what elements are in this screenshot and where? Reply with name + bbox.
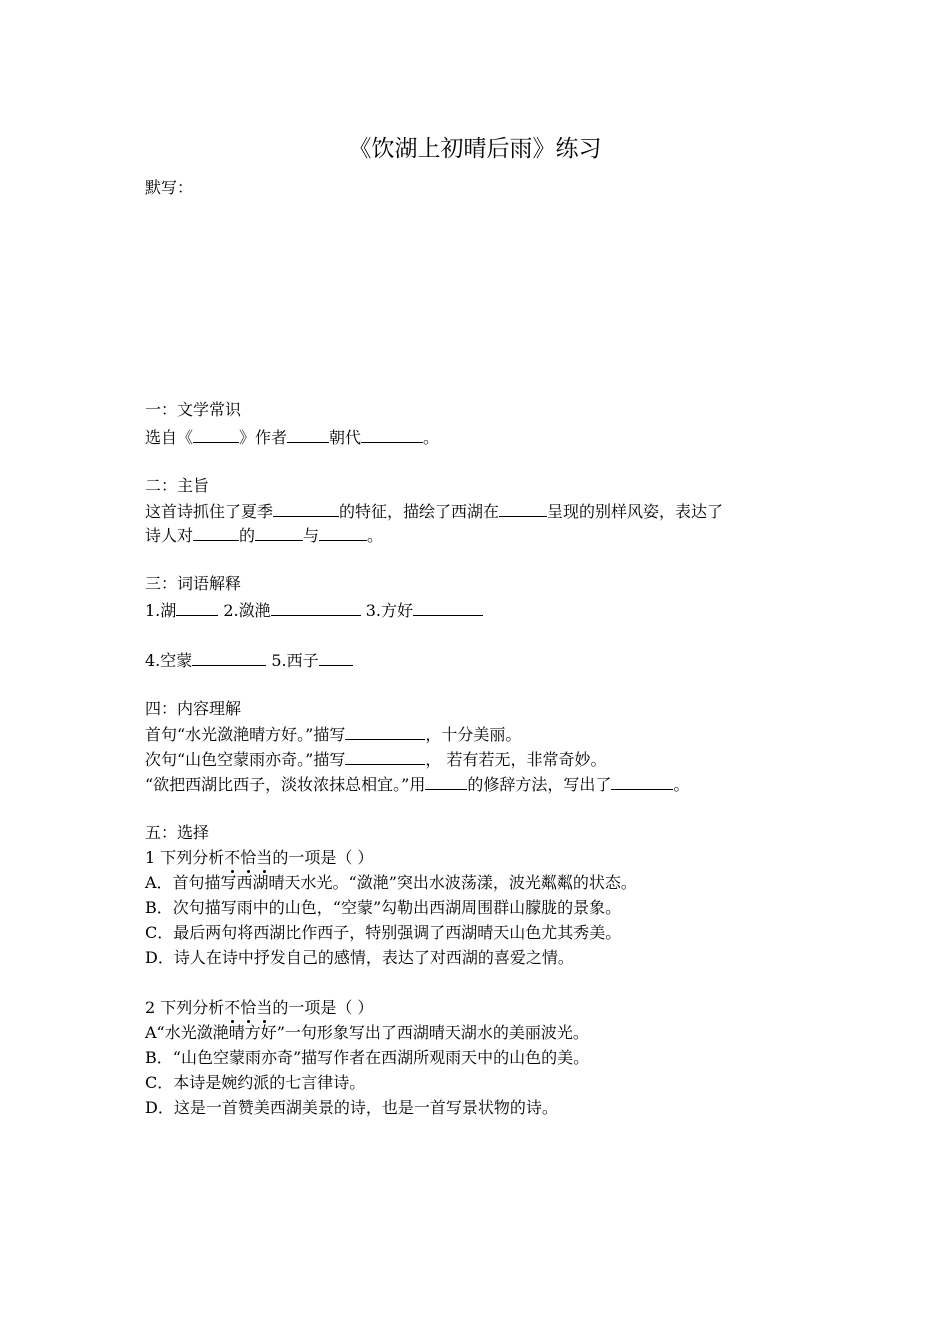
blank-word-kongmeng[interactable] (192, 647, 266, 666)
emphasis-dot-char: 当 (256, 846, 272, 870)
q2-option-b[interactable]: B．“山色空蒙雨亦奇”描写作者在西湖所观雨天中的山色的美。 (145, 1048, 590, 1067)
blank-dynasty[interactable] (361, 424, 423, 443)
dictation-label: 默写： (145, 178, 194, 197)
q2-option-a[interactable]: A“水光潋滟晴方好”一句形象写出了西湖晴天湖水的美丽波光。 (145, 1023, 589, 1042)
section2-heading: 二：主旨 (145, 476, 210, 495)
blank-feeling-1[interactable] (255, 522, 303, 541)
q2-option-c[interactable]: C．本诗是婉约派的七言律诗。 (145, 1073, 366, 1092)
blank-effect[interactable] (611, 771, 673, 790)
section3-line2: 4.空蒙 5.西子 (145, 647, 353, 673)
q1-option-a[interactable]: A．首句描写西湖晴天水光。“潋滟”突出水波荡漾，波光粼粼的状态。 (145, 873, 637, 892)
q2-stem: 2 下列分析不恰当的一项是（ ） (145, 996, 373, 1020)
blank-word-lianyan[interactable] (271, 597, 361, 616)
blank-rhetoric[interactable] (425, 771, 467, 790)
section5-heading: 五：选择 (145, 823, 210, 842)
blank-source-book[interactable] (193, 424, 239, 443)
blank-object[interactable] (193, 522, 239, 541)
blank-word-xizi[interactable] (319, 647, 353, 666)
emphasis-dot-char: 不 (224, 846, 240, 870)
q2-option-d[interactable]: D．这是一首赞美西湖美景的诗，也是一首写景状物的诗。 (145, 1098, 558, 1117)
blank-weather-condition[interactable] (499, 498, 547, 517)
section4-line1: 首句“水光潋滟晴方好。”描写 ，十分美丽。 (145, 721, 521, 747)
q1-stem: 1 下列分析不恰当的一项是（ ） (145, 846, 373, 870)
emphasis-dot-char: 不 (224, 996, 240, 1020)
emphasis-dot-char: 恰 (240, 846, 256, 870)
emphasis-dot-char: 恰 (240, 996, 256, 1020)
section2-line2: 诗人对 的 与 。 (145, 522, 383, 548)
q1-option-b[interactable]: B．次句描写雨中的山色，“空蒙”勾勒出西湖周围群山朦胧的景象。 (145, 898, 622, 917)
blank-author[interactable] (287, 424, 329, 443)
blank-summer-feature[interactable] (273, 498, 339, 517)
q1-option-c[interactable]: C．最后两句将西湖比作西子，特别强调了西湖晴天山色尤其秀美。 (145, 923, 622, 942)
section3-heading: 三：词语解释 (145, 574, 242, 593)
section4-line2: 次句“山色空蒙雨亦奇。”描写 ， 若有若无，非常奇妙。 (145, 746, 606, 772)
q1-option-d[interactable]: D．诗人在诗中抒发自己的感情，表达了对西湖的喜爱之情。 (145, 948, 574, 967)
section4-heading: 四：内容理解 (145, 699, 242, 718)
blank-feeling-2[interactable] (319, 522, 367, 541)
blank-word-fanghao[interactable] (413, 597, 483, 616)
blank-rainy-mountain[interactable] (345, 746, 425, 765)
section4-line3: “欲把西湖比西子，淡妆浓抹总相宜。”用 的修辞方法，写出了 。 (145, 771, 689, 797)
blank-word-hu[interactable] (176, 597, 218, 616)
blank-sunny-water[interactable] (345, 721, 425, 740)
page-title: 《饮湖上初晴后雨》练习 (348, 136, 602, 162)
section2-line1: 这首诗抓住了夏季 的特征，描绘了西湖在 呈现的别样风姿，表达了 (145, 498, 723, 524)
section1-line: 选自《 》作者 朝代 。 (145, 424, 439, 450)
emphasis-dot-char: 当 (256, 996, 272, 1020)
section3-line1: 1.湖 2.潋滟 3.方好 (145, 597, 483, 623)
section1-heading: 一：文学常识 (145, 400, 242, 419)
